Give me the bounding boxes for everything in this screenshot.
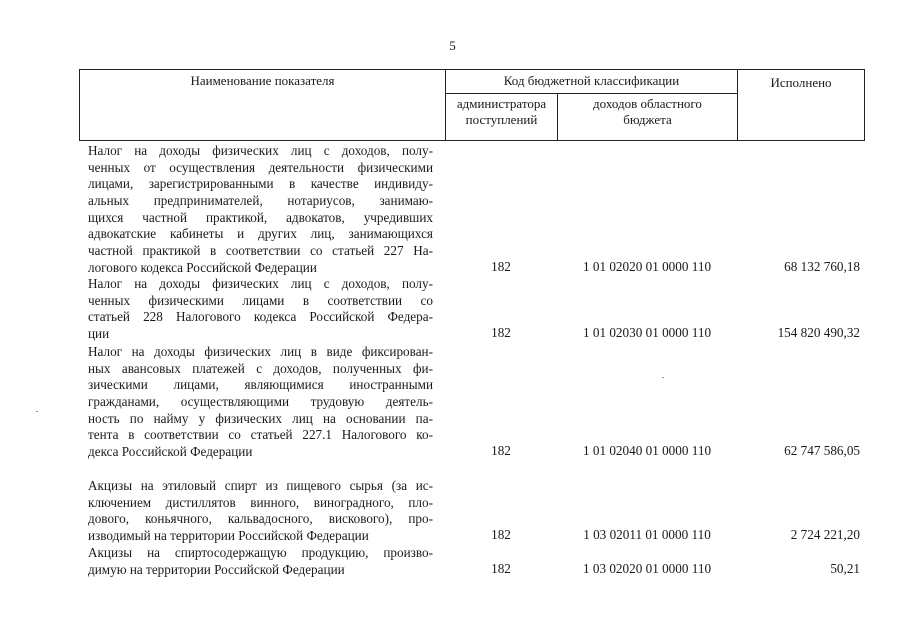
row-description-line: статьей 228 Налогового кодекса Российской Федера- xyxy=(88,309,433,325)
row-description-line: Налог на доходы физических лиц с доходов, полу- xyxy=(88,276,433,291)
row-admin-code: 182 xyxy=(491,443,511,459)
header-right-border xyxy=(864,69,865,141)
row-executed-amount: 68 132 760,18 xyxy=(784,258,860,274)
header-admin-line-2: поступлений xyxy=(465,112,538,127)
row-description-line: Акцизы на спиртосодержащую продукцию, произво- xyxy=(88,545,433,560)
page-number: 5 xyxy=(449,38,456,53)
row-budget-code: 1 01 02020 01 0000 110 xyxy=(582,258,712,274)
row-executed-amount: 154 820 490,32 xyxy=(777,325,860,341)
row-admin-code: 182 xyxy=(491,325,511,341)
row-description xyxy=(88,344,433,461)
header-executed-column: Исполнено xyxy=(770,75,832,90)
row-description-line: ных авансовых платежей с доходов, полученных фи- xyxy=(88,360,433,376)
row-executed-amount: 50,21 xyxy=(830,560,860,576)
row-description xyxy=(88,478,433,545)
header-bottom-border xyxy=(79,140,865,141)
row-admin-code: 182 xyxy=(491,258,511,274)
row-budget-code: 1 01 02040 01 0000 110 xyxy=(582,443,712,459)
row-admin-code: 182 xyxy=(491,527,511,543)
row-description-line: Налог на доходы физических лиц в виде фиксирован- xyxy=(88,344,433,359)
header-admin-line-1: администратора xyxy=(456,96,547,111)
row-description-line: Налог на доходы физических лиц с доходов, полу- xyxy=(88,143,433,158)
row-budget-code: 1 03 02020 01 0000 110 xyxy=(582,560,712,576)
row-description-line: ции xyxy=(88,326,110,342)
row-description-line: ченных физическими лицами в соответствии со xyxy=(88,292,433,308)
row-description xyxy=(88,276,433,343)
row-description-line: изводимый на территории Российской Федерации xyxy=(88,528,369,544)
table-header xyxy=(79,69,865,141)
scan-speck xyxy=(36,411,38,412)
row-budget-code: 1 03 02011 01 0000 110 xyxy=(583,527,711,543)
header-income-line-2: бюджета xyxy=(623,112,672,127)
row-description-line: адвокатские кабинеты и других лиц, занимающихся xyxy=(88,226,433,242)
row-description xyxy=(88,143,433,277)
header-top-border xyxy=(79,69,865,70)
header-code-group: Код бюджетной классификации xyxy=(503,73,680,88)
row-description-line: гражданами, осуществляющими трудовую деятель- xyxy=(88,394,433,410)
row-description-line: частной практикой в соответствии со статьей 227 На- xyxy=(88,243,433,259)
row-description-line: Акцизы на этиловый спирт из пищевого сырья (за ис- xyxy=(88,478,433,493)
row-description-line: димую на территории Российской Федерации xyxy=(88,561,345,577)
row-description xyxy=(88,545,433,578)
header-income-line-1: доходов областного xyxy=(593,96,702,111)
row-description-line: щихся частной практикой, адвокатов, учредивших xyxy=(88,209,433,225)
row-description-line: логового кодекса Российской Федерации xyxy=(88,259,317,275)
row-budget-code: 1 01 02030 01 0000 110 xyxy=(582,325,712,341)
row-description-line: ченных от осуществления деятельности физическими xyxy=(88,159,433,175)
header-admin-column xyxy=(446,96,557,128)
row-executed-amount: 62 747 586,05 xyxy=(784,443,860,459)
row-description-line: ность по найму у физических лиц на основании па- xyxy=(88,410,433,426)
row-admin-code: 182 xyxy=(491,560,511,576)
row-description-line: дового, коньячного, кальвадосного, вискового), про- xyxy=(88,511,433,527)
header-code-group-divider xyxy=(445,93,737,94)
row-description-line: декса Российской Федерации xyxy=(88,444,253,460)
row-description-line: тента в соответствии со статьей 227.1 Налогового ко- xyxy=(88,427,433,443)
scan-speck xyxy=(662,377,664,378)
row-description-line: лицами, зарегистрированными в качестве индивиду- xyxy=(88,176,433,192)
row-description-line: альных предпринимателей, нотариусов, занимаю- xyxy=(88,193,433,209)
header-name-column: Наименование показателя xyxy=(190,73,335,88)
header-income-column xyxy=(558,96,737,128)
row-description-line: ключением дистиллятов винного, виноградного, пло- xyxy=(88,494,433,510)
row-executed-amount: 2 724 221,20 xyxy=(790,527,860,543)
row-description-line: зическими лицами, являющимися иностранными xyxy=(88,377,433,393)
